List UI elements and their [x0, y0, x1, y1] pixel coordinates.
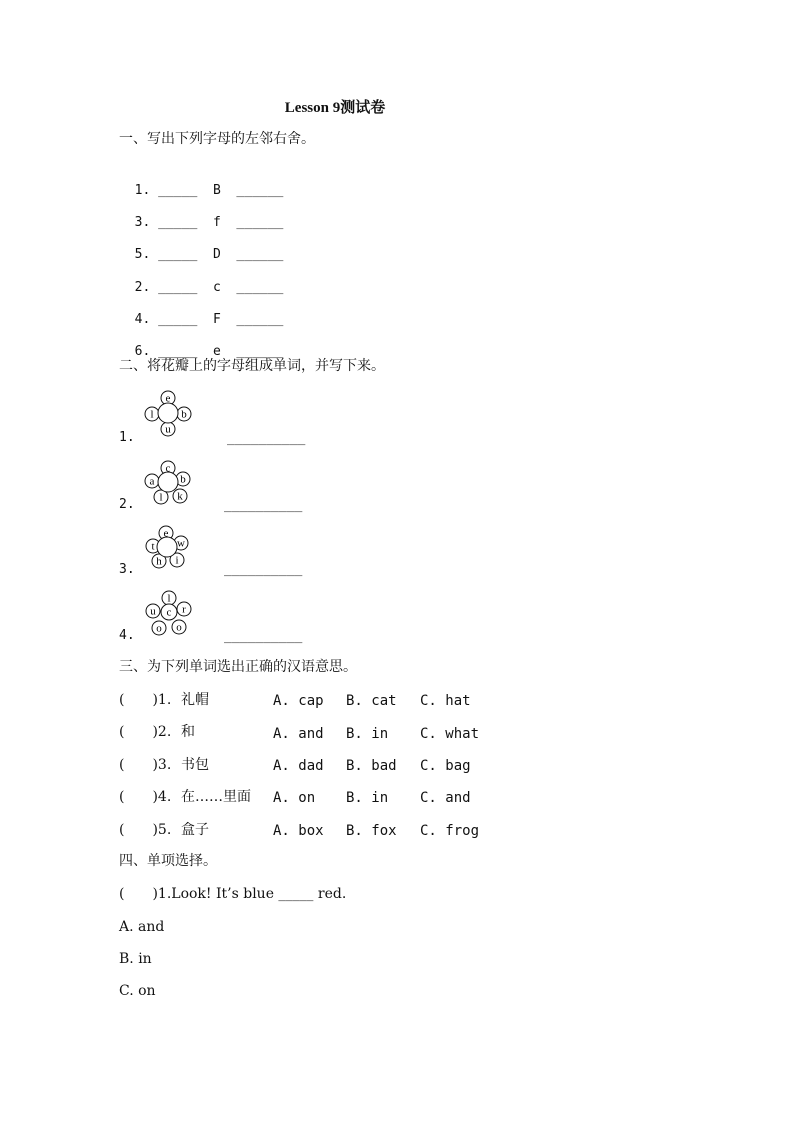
section-4-heading: 四、单项选择。 [119, 853, 217, 869]
item-number: 4. [119, 628, 135, 643]
petal-letter: o [176, 621, 182, 634]
petal-letter: h [156, 555, 162, 568]
chinese-word: 书包 [181, 757, 209, 773]
letter-item [119, 196, 283, 232]
option-c[interactable]: C. hat [420, 693, 471, 709]
petal-letter: i [175, 554, 179, 567]
petal-letter: b [180, 473, 186, 486]
left-blank[interactable]: _____ [158, 247, 198, 262]
question-number[interactable]: ( )1. [119, 692, 172, 708]
flower-3 [142, 525, 194, 575]
question-number[interactable]: ( )3. [119, 757, 172, 773]
petal-letter: e [163, 527, 169, 540]
section-3-heading: 三、为下列单词选出正确的汉语意思。 [119, 659, 357, 675]
right-blank[interactable]: ______ [236, 312, 284, 327]
petal-letter: c [165, 462, 171, 475]
right-blank[interactable]: ______ [236, 183, 284, 198]
left-blank[interactable]: _____ [158, 344, 198, 359]
petal-letter: r [182, 603, 186, 616]
choice-option[interactable]: C. on [119, 983, 156, 999]
right-blank[interactable]: ______ [236, 247, 284, 262]
left-blank[interactable]: _____ [158, 312, 198, 327]
answer-blank[interactable]: __________ [224, 629, 303, 644]
petal-letter: t [151, 540, 155, 553]
question-number[interactable]: ( )2. [119, 724, 172, 740]
flower-4 [143, 590, 195, 642]
item-number: 3. [134, 215, 151, 230]
option-a[interactable]: A. box [273, 823, 324, 839]
letter: e [212, 344, 221, 359]
left-blank[interactable]: _____ [158, 183, 198, 198]
item-number: 2. [134, 280, 151, 295]
option-a[interactable]: A. dad [273, 758, 324, 774]
option-b[interactable]: B. in [346, 726, 389, 742]
letter-item [119, 261, 283, 297]
petal-letter: b [181, 408, 187, 421]
letter: F [212, 312, 221, 327]
right-blank[interactable]: ______ [236, 280, 284, 295]
letter: f [212, 215, 221, 230]
option-c[interactable]: C. frog [420, 823, 480, 839]
petal-letter: u [165, 423, 171, 436]
flower-1 [143, 390, 195, 442]
item-number: 1. [119, 430, 135, 445]
chinese-word: 礼帽 [181, 692, 209, 708]
answer-blank[interactable]: __________ [224, 498, 303, 513]
letter: B [212, 183, 221, 198]
petal-letter: k [177, 490, 183, 503]
petal-letter: l [159, 491, 163, 504]
item-number: 2. [119, 497, 135, 512]
option-b[interactable]: B. in [346, 790, 389, 806]
letter-item [119, 228, 283, 264]
right-blank[interactable]: ______ [236, 215, 284, 230]
petal-letter: w [177, 537, 185, 550]
left-blank[interactable]: _____ [158, 215, 198, 230]
answer-blank[interactable]: __________ [224, 562, 303, 577]
item-number: 6. [134, 344, 151, 359]
letter-item [119, 293, 283, 329]
choice-option[interactable]: B. in [119, 951, 152, 967]
item-number: 5. [134, 247, 151, 262]
petal-letter: a [149, 475, 155, 488]
item-number: 1. [134, 183, 151, 198]
letter: D [212, 247, 221, 262]
chinese-word: 盒子 [181, 822, 209, 838]
petal-letter: e [165, 392, 171, 405]
right-blank[interactable]: ______ [236, 344, 284, 359]
petal-letter: l [150, 408, 154, 421]
flower-2 [141, 460, 195, 512]
petal-letter: u [150, 605, 156, 618]
option-b[interactable]: B. bad [346, 758, 397, 774]
letter: c [212, 280, 221, 295]
chinese-word: 和 [181, 724, 195, 740]
question-number[interactable]: ( )4. [119, 789, 172, 805]
petal-letter: l [167, 592, 171, 605]
option-a[interactable]: A. cap [273, 693, 324, 709]
choice-option[interactable]: A. and [119, 919, 165, 935]
option-b[interactable]: B. fox [346, 823, 397, 839]
item-number: 3. [119, 562, 135, 577]
letter-item [119, 164, 283, 200]
page-title: Lesson 9测试卷 [284, 100, 386, 116]
option-c[interactable]: C. bag [420, 758, 471, 774]
left-blank[interactable]: _____ [158, 280, 198, 295]
option-c[interactable]: C. what [420, 726, 480, 742]
question-text: ( )1.Look! It’s blue _____ red. [119, 886, 347, 902]
section-2-heading: 二、将花瓣上的字母组成单词，并写下来。 [119, 358, 385, 374]
letter-item [119, 325, 283, 361]
question-number[interactable]: ( )5. [119, 822, 172, 838]
option-a[interactable]: A. and [273, 726, 324, 742]
section-1-heading: 一、写出下列字母的左邻右舍。 [119, 131, 315, 147]
option-a[interactable]: A. on [273, 790, 316, 806]
petal-letter: c [166, 606, 172, 619]
option-b[interactable]: B. cat [346, 693, 397, 709]
petal-letter: o [156, 622, 162, 635]
item-number: 4. [134, 312, 151, 327]
chinese-word: 在……里面 [181, 789, 251, 805]
option-c[interactable]: C. and [420, 790, 471, 806]
answer-blank[interactable]: __________ [227, 431, 306, 446]
